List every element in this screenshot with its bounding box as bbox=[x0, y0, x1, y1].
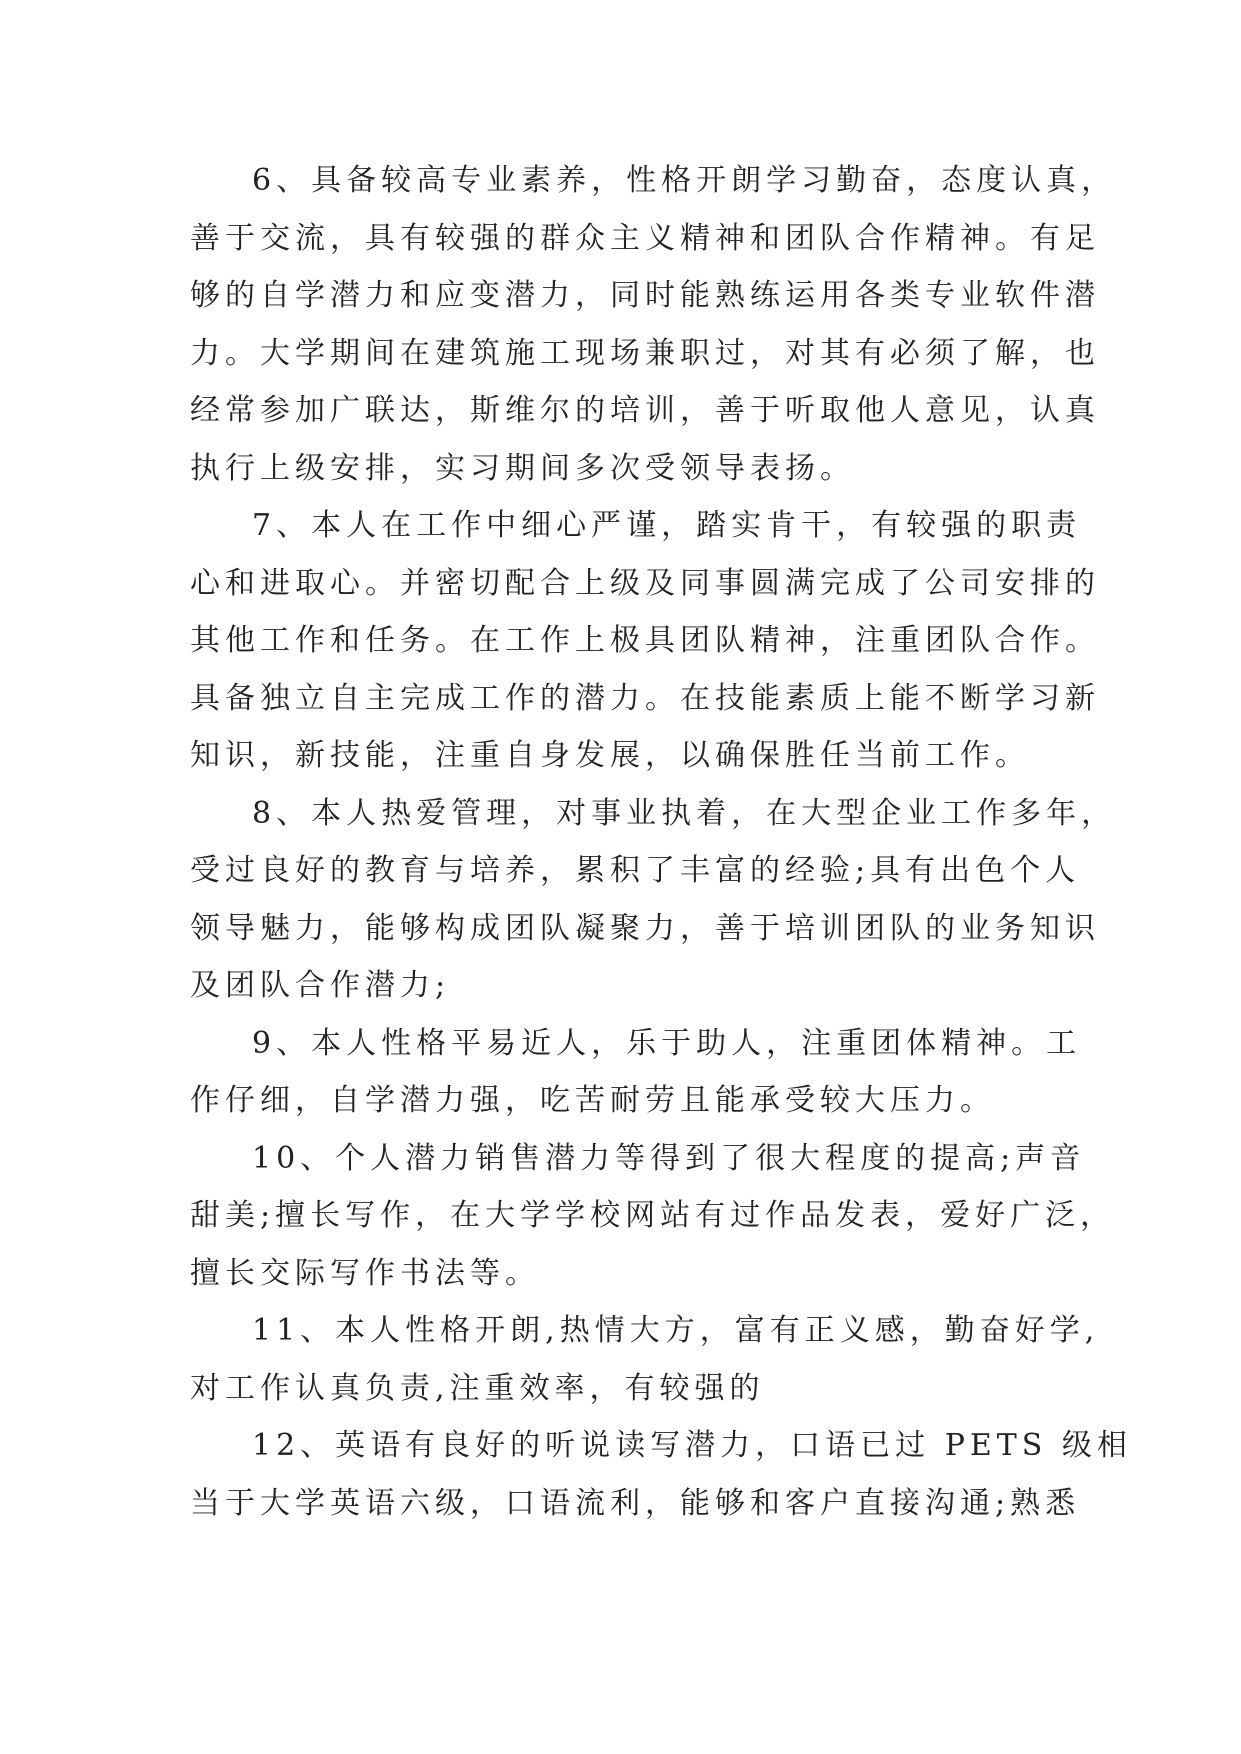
paragraph-line: 11、本人性格开朗,热情大方，富有正义感，勤奋好学, bbox=[252, 1313, 1100, 1348]
paragraph-9 bbox=[190, 1015, 1082, 1130]
paragraph-line: 受过良好的教育与培养，累积了丰富的经验;具有出色个人 bbox=[190, 853, 1081, 888]
paragraph-11 bbox=[190, 1302, 1100, 1417]
paragraph-7 bbox=[190, 497, 1100, 785]
paragraph-line: 当于大学英语六级，口语流利，能够和客户直接沟通;熟悉 bbox=[190, 1485, 1081, 1521]
paragraph-line: 6、具备较高专业素养，性格开朗学习勤奋，态度认真， bbox=[252, 163, 1117, 198]
paragraph-line: 对工作认真负责,注重效率，有较强的 bbox=[190, 1370, 765, 1406]
paragraph-line: 心和进取心。并密切配合上级及同事圆满完成了公司安排的 bbox=[190, 565, 1100, 601]
document-body bbox=[190, 152, 1132, 1532]
paragraph-line: 9、本人性格平易近人，乐于助人，注重团体精神。工 bbox=[252, 1025, 1082, 1061]
paragraph-line: 力。大学期间在建筑施工现场兼职过，对其有必须了解，也 bbox=[190, 335, 1100, 371]
paragraph-line: 12、英语有良好的听说读写潜力，口语已过 PETS 级相 bbox=[252, 1428, 1132, 1463]
paragraph-line: 领导魅力，能够构成团队凝聚力，善于培训团队的业务知识 bbox=[190, 910, 1100, 946]
paragraph-line: 其他工作和任务。在工作上极具团队精神，注重团队合作。 bbox=[190, 623, 1100, 658]
paragraph-line: 经常参加广联达，斯维尔的培训，善于听取他人意见，认真 bbox=[190, 393, 1100, 428]
paragraph-line: 8、本人热爱管理，对事业执着，在大型企业工作多年， bbox=[252, 795, 1117, 831]
paragraph-line: 及团队合作潜力; bbox=[190, 968, 451, 1003]
paragraph-line: 7、本人在工作中细心严谨，踏实肯干，有较强的职责 bbox=[252, 508, 1082, 543]
paragraph-12 bbox=[190, 1417, 1132, 1532]
paragraph-line: 善于交流，具有较强的群众主义精神和团队合作精神。有足 bbox=[190, 220, 1100, 256]
paragraph-8 bbox=[190, 785, 1117, 1015]
paragraph-line: 执行上级安排，实习期间多次受领导表扬。 bbox=[190, 450, 855, 486]
paragraph-10 bbox=[190, 1130, 1116, 1303]
paragraph-line: 知识，新技能，注重自身发展，以确保胜任当前工作。 bbox=[190, 738, 1030, 773]
paragraph-line: 作仔细，自学潜力强，吃苦耐劳且能承受较大压力。 bbox=[190, 1083, 995, 1118]
paragraph-line: 擅长交际写作书法等。 bbox=[190, 1255, 540, 1291]
paragraph-line: 10、个人潜力销售潜力等得到了很大程度的提高;声音 bbox=[252, 1140, 1086, 1176]
paragraph-line: 够的自学潜力和应变潜力，同时能熟练运用各类专业软件潜 bbox=[190, 278, 1100, 313]
paragraph-6 bbox=[190, 152, 1117, 497]
paragraph-line: 甜美;擅长写作，在大学学校网站有过作品发表，爱好广泛， bbox=[190, 1198, 1116, 1233]
paragraph-line: 具备独立自主完成工作的潜力。在技能素质上能不断学习新 bbox=[190, 680, 1100, 716]
